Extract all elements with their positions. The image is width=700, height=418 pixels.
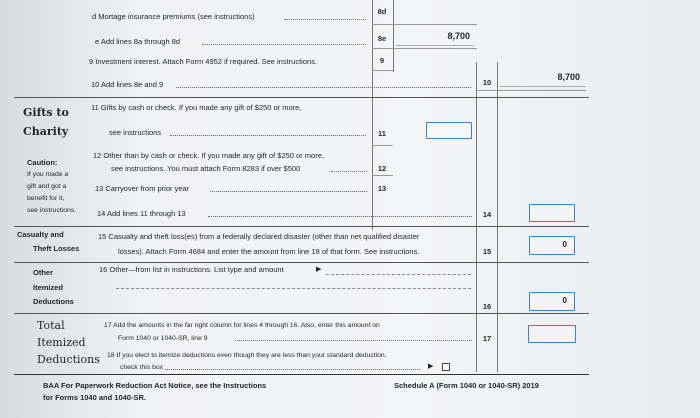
caution-1: Caution:	[27, 158, 58, 167]
line-14-label: 14 Add lines 11 through 13	[97, 209, 186, 218]
line-18-leader	[165, 369, 420, 370]
footer-paperwork-notice: BAA For Paperwork Reduction Act Notice, see the Instructions	[43, 381, 267, 390]
rule-9	[372, 70, 393, 71]
line-16-arrow-icon: ▶	[316, 266, 322, 273]
line-18-label-cont: check this box	[120, 364, 164, 371]
line-11-label: 11 Gifts by cash or check. If you made any gift of $250 or more,	[91, 103, 302, 112]
line-13-leader	[210, 191, 367, 192]
line-16-label: 16 Other—from list in instructions. List type and amount	[99, 265, 284, 274]
line-12-label: 12 Other than by cash or check. If you made any gift of $250 or more,	[93, 151, 324, 160]
line-8d-leader	[284, 19, 366, 20]
line-17-label: 17 Add the amounts in the far right column for lines 4 through 16. Also, enter this amount on	[104, 322, 380, 329]
line-16-amount: 0	[562, 296, 567, 305]
rule-8e	[372, 48, 477, 49]
rule-section-casualty	[14, 226, 589, 227]
line-14-leader	[208, 216, 472, 217]
section-other-title-2: Itemized	[33, 283, 64, 292]
line-12-leader	[331, 171, 367, 172]
line-16-number: 16	[482, 302, 492, 311]
line-11-amount-input[interactable]	[426, 122, 472, 139]
line-10-amount: 8,700	[557, 72, 580, 82]
line-18-label: 18 If you elect to itemize deductions even though they are less than your standard deduction,	[107, 352, 387, 359]
section-total-title-3: Deductions	[37, 353, 100, 366]
rule-10	[476, 90, 586, 91]
line-10-leader	[176, 87, 471, 88]
line-17-leader	[235, 340, 472, 341]
caution-5: see instructions.	[27, 207, 77, 214]
rule-8d	[372, 24, 477, 25]
line-11-leader	[170, 135, 366, 136]
section-total-title-2: Itemized	[37, 336, 86, 349]
section-gifts-title-1: Gifts to	[23, 106, 69, 119]
line-11-number: 11	[378, 129, 386, 138]
caution-3: gift and got a	[27, 183, 67, 190]
line-15-number: 15	[482, 247, 492, 256]
rule-footer	[14, 374, 589, 375]
rule-12	[372, 175, 393, 176]
col-separator-inner-right	[393, 0, 394, 72]
line-11-label-cont: see instructions	[109, 128, 162, 137]
line-18-arrow-icon: ▶	[428, 363, 434, 370]
rule-section-other	[14, 262, 589, 263]
rule-11	[372, 145, 393, 146]
line-9-label: 9 Investment interest. Attach Form 4952 if required. See instructions.	[89, 57, 318, 66]
line-8e-label: e Add lines 8a through 8d	[95, 37, 181, 46]
line-17-amount-input[interactable]	[528, 325, 576, 343]
line-8d-number: 8d	[377, 7, 387, 16]
line-10-label: 10 Add lines 8e and 9	[91, 80, 164, 89]
rule-section-gifts	[14, 97, 589, 98]
line-9-number: 9	[379, 56, 385, 65]
line-8e-number: 8e	[377, 34, 387, 43]
rule-section-total	[14, 313, 589, 314]
line-17-number: 17	[482, 334, 492, 343]
line-14-number: 14	[482, 210, 492, 219]
line-15-label-cont: losses). Attach Form 4684 and enter the amount from line 18 of that form. See instructions.	[118, 247, 420, 256]
line-17-label-cont: Form 1040 or 1040-SR, line 9	[118, 335, 208, 342]
caution-2: If you made a	[27, 171, 69, 178]
section-casualty-title-2: Theft Losses	[33, 244, 80, 253]
section-other-title-1: Other	[33, 268, 54, 277]
footer-schedule-title: Schedule A (Form 1040 or 1040-SR) 2019	[394, 381, 539, 390]
col-separator-outer-right	[497, 62, 498, 372]
line-14-amount-input[interactable]	[529, 204, 575, 222]
line-16-fill-line-1	[326, 274, 471, 275]
line-8e-leader	[202, 44, 366, 45]
footer-paperwork-notice-cont: for Forms 1040 and 1040-SR.	[43, 393, 146, 402]
line-8d-label: d Mortage insurance premiums (see instructions)	[92, 12, 255, 21]
section-casualty-title-1: Casualty and	[17, 230, 64, 239]
line-13-label: 13 Carryover from prior year	[95, 184, 190, 193]
section-other-title-3: Deductions	[33, 297, 74, 306]
line-8e-amount: 8,700	[447, 31, 470, 41]
section-gifts-title-2: Charity	[23, 125, 69, 138]
caution-4: benefit for it,	[27, 195, 65, 202]
line-12-label-cont: see instructions. You must attach Form 8283 if over $500	[111, 164, 301, 173]
section-total-title-1: Total	[37, 319, 65, 332]
line-16-fill-line-2	[116, 288, 471, 289]
line-15-label: 15 Casualty and theft loss(es) from a federally declared disaster (other than net qualified disaster	[98, 232, 420, 241]
line-18-checkbox[interactable]	[442, 363, 450, 371]
line-15-amount: 0	[562, 240, 567, 249]
line-12-number: 12	[377, 164, 387, 173]
line-10-number: 10	[482, 78, 492, 87]
line-13-number: 13	[377, 184, 387, 193]
